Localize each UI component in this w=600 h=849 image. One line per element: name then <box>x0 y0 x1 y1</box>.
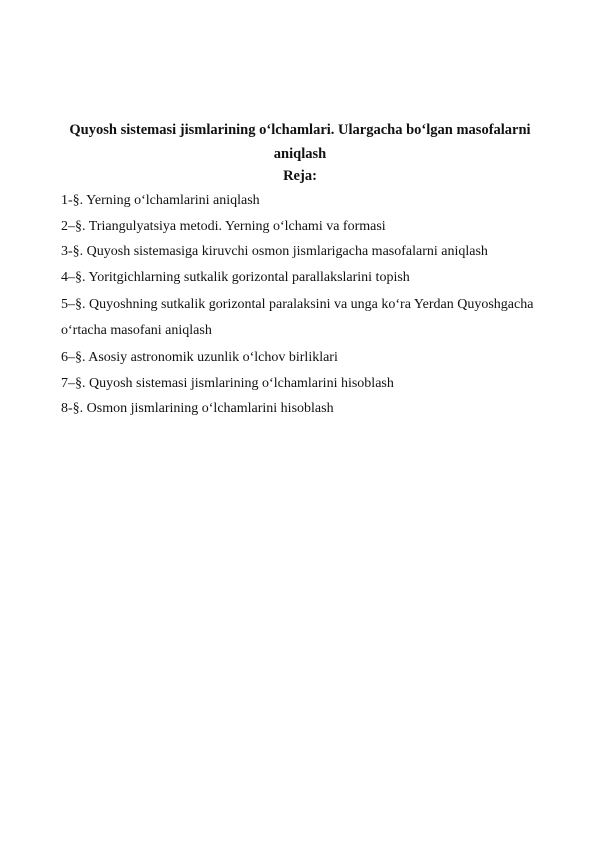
plan-item: 7–§. Quyosh sistemasi jismlarining o‘lchamlarini hisoblash <box>61 375 394 391</box>
plan-item: 4–§. Yoritgichlarning sutkalik gorizontal parallakslarini topish <box>61 269 410 285</box>
plan-item: 6–§. Asosiy astronomik uzunlik o‘lchov birliklari <box>61 350 338 365</box>
plan-list <box>61 188 541 422</box>
document-title: Quyosh sistemasi jismlarining o‘lchamlari. Ulargacha bo‘lgan masofalarni aniqlash <box>69 122 531 162</box>
plan-item: 3-§. Quyosh sistemasiga kiruvchi osmon jismlarigacha masofalarni aniqlash <box>61 244 488 259</box>
plan-item: 8-§. Osmon jismlarining o‘lchamlarini hisoblash <box>61 401 334 416</box>
plan-item: 2–§. Triangulyatsiya metodi. Yerning o‘lchami va formasi <box>61 218 386 234</box>
plan-item: 5–§. Quyoshning sutkalik gorizontal paralaksini va unga ko‘ra Yerdan Quyoshgacha o‘rtacha masofani aniqlash <box>61 297 534 338</box>
plan-item: 1-§. Yerning o‘lchamlarini aniqlash <box>61 193 260 208</box>
plan-heading: Reja: <box>283 168 317 184</box>
